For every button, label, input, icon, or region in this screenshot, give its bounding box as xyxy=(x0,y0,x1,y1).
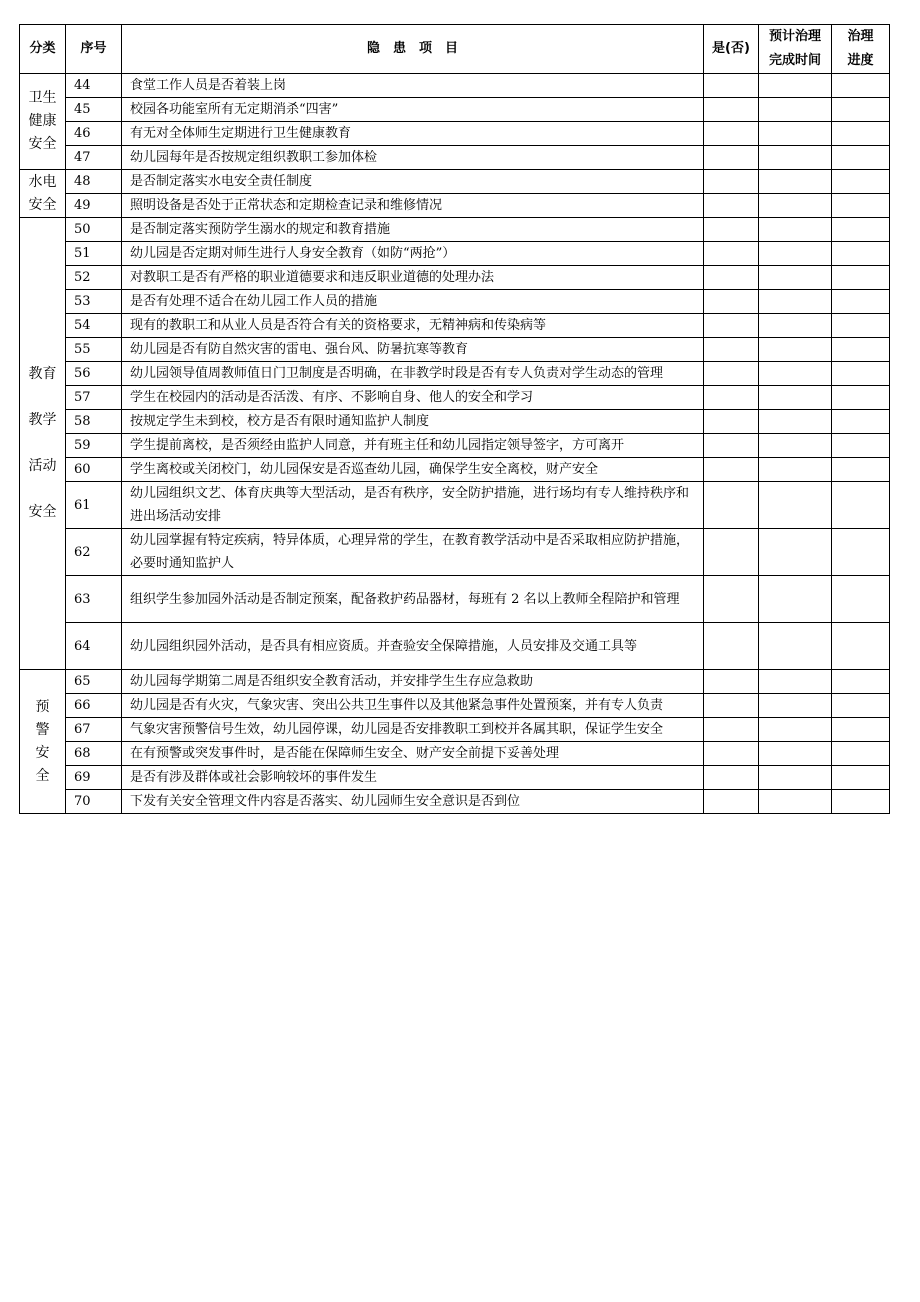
table-row xyxy=(20,458,890,482)
table-row xyxy=(20,623,890,670)
row-number: 60 xyxy=(66,458,122,482)
hazard-item: 学生离校或关闭校门，幼儿园保安是否巡查幼儿园，确保学生安全离校，财产安全 xyxy=(122,458,704,482)
yes-no-cell[interactable] xyxy=(704,74,759,98)
planned-completion-cell[interactable] xyxy=(759,194,832,218)
planned-completion-cell[interactable] xyxy=(759,218,832,242)
category-warning xyxy=(20,670,66,814)
header-item: 隐 患 项 目 xyxy=(122,25,704,74)
planned-completion-cell[interactable] xyxy=(759,242,832,266)
yes-no-cell[interactable] xyxy=(704,482,759,529)
row-number: 58 xyxy=(66,410,122,434)
category-label: 安全 xyxy=(28,504,57,520)
planned-completion-cell[interactable] xyxy=(759,434,832,458)
progress-cell[interactable] xyxy=(832,458,890,482)
table-row xyxy=(20,718,890,742)
yes-no-cell[interactable] xyxy=(704,314,759,338)
header-planned-line1: 预计治理 xyxy=(768,29,821,44)
hazard-item: 下发有关安全管理文件内容是否落实、幼儿园师生安全意识是否到位 xyxy=(122,790,704,814)
hazard-item: 有无对全体师生定期进行卫生健康教育 xyxy=(122,122,704,146)
header-category: 分类 xyxy=(20,25,66,74)
hazard-item: 食堂工作人员是否着装上岗 xyxy=(122,74,704,98)
header-planned-line2: 完成时间 xyxy=(768,53,821,68)
row-number: 67 xyxy=(66,718,122,742)
row-number: 55 xyxy=(66,338,122,362)
hazard-item: 是否制定落实预防学生溺水的规定和教育措施 xyxy=(122,218,704,242)
row-number: 57 xyxy=(66,386,122,410)
row-number: 66 xyxy=(66,694,122,718)
yes-no-cell[interactable] xyxy=(704,386,759,410)
table-row xyxy=(20,694,890,718)
planned-completion-cell[interactable] xyxy=(759,694,832,718)
progress-cell[interactable] xyxy=(832,694,890,718)
hazard-item: 组织学生参加园外活动是否制定预案，配备救护药品器材，每班有 2 名以上教师全程陪护和管理 xyxy=(122,576,704,623)
category-label: 教学 xyxy=(28,412,57,428)
header-yes-no: 是(否) xyxy=(704,25,759,74)
table-row xyxy=(20,290,890,314)
yes-no-cell[interactable] xyxy=(704,146,759,170)
hazard-item: 幼儿园是否定期对师生进行人身安全教育（如防“两抢”） xyxy=(122,242,704,266)
category-label: 活动 xyxy=(28,458,57,474)
planned-completion-cell[interactable] xyxy=(759,146,832,170)
table-row xyxy=(20,170,890,194)
hazard-item: 气象灾害预警信号生效，幼儿园停课，幼儿园是否安排教职工到校并各属其职，保证学生安全 xyxy=(122,718,704,742)
planned-completion-cell[interactable] xyxy=(759,98,832,122)
planned-completion-cell[interactable] xyxy=(759,458,832,482)
header-number: 序号 xyxy=(66,25,122,74)
progress-cell[interactable] xyxy=(832,386,890,410)
planned-completion-cell[interactable] xyxy=(759,314,832,338)
row-number: 47 xyxy=(66,146,122,170)
planned-completion-cell[interactable] xyxy=(759,362,832,386)
row-number: 62 xyxy=(66,529,122,576)
table-row xyxy=(20,242,890,266)
hazard-item: 是否有处理不适合在幼儿园工作人员的措施 xyxy=(122,290,704,314)
hazard-item: 幼儿园是否有防自然灾害的雷电、强台风、防暑抗寒等教育 xyxy=(122,338,704,362)
yes-no-cell[interactable] xyxy=(704,338,759,362)
table-row xyxy=(20,218,890,242)
table-row xyxy=(20,194,890,218)
planned-completion-cell[interactable] xyxy=(759,623,832,670)
yes-no-cell[interactable] xyxy=(704,218,759,242)
row-number: 49 xyxy=(66,194,122,218)
row-number: 56 xyxy=(66,362,122,386)
hazard-item: 学生提前离校，是否须经由监护人同意，并有班主任和幼儿园指定领导签字，方可离开 xyxy=(122,434,704,458)
hazard-checklist xyxy=(19,24,889,814)
planned-completion-cell[interactable] xyxy=(759,290,832,314)
yes-no-cell[interactable] xyxy=(704,766,759,790)
category-teaching xyxy=(20,218,66,670)
row-number: 70 xyxy=(66,790,122,814)
yes-no-cell[interactable] xyxy=(704,670,759,694)
yes-no-cell[interactable] xyxy=(704,694,759,718)
row-number: 68 xyxy=(66,742,122,766)
planned-completion-cell[interactable] xyxy=(759,742,832,766)
table-row xyxy=(20,122,890,146)
progress-cell[interactable] xyxy=(832,74,890,98)
progress-cell[interactable] xyxy=(832,266,890,290)
yes-no-cell[interactable] xyxy=(704,194,759,218)
planned-completion-cell[interactable] xyxy=(759,482,832,529)
row-number: 54 xyxy=(66,314,122,338)
hazard-item: 幼儿园每年是否按规定组织教职工参加体检 xyxy=(122,146,704,170)
progress-cell[interactable] xyxy=(832,576,890,623)
hazard-item: 幼儿园组织园外活动，是否具有相应资质。并查验安全保障措施，人员安排及交通工具等 xyxy=(122,623,704,670)
planned-completion-cell[interactable] xyxy=(759,386,832,410)
hazard-item: 幼儿园掌握有特定疾病，特异体质，心理异常的学生，在教育教学活动中是否采取相应防护措施，必要时通知监护人 xyxy=(122,529,704,576)
hazard-table xyxy=(19,24,890,814)
table-row xyxy=(20,529,890,576)
yes-no-cell[interactable] xyxy=(704,529,759,576)
category-health xyxy=(20,74,66,170)
progress-cell[interactable] xyxy=(832,790,890,814)
row-number: 59 xyxy=(66,434,122,458)
progress-cell[interactable] xyxy=(832,338,890,362)
row-number: 69 xyxy=(66,766,122,790)
table-row xyxy=(20,74,890,98)
yes-no-cell[interactable] xyxy=(704,434,759,458)
progress-cell[interactable] xyxy=(832,98,890,122)
hazard-item: 是否制定落实水电安全责任制度 xyxy=(122,170,704,194)
progress-cell[interactable] xyxy=(832,482,890,529)
category-label: 警 xyxy=(35,721,50,738)
yes-no-cell[interactable] xyxy=(704,362,759,386)
planned-completion-cell[interactable] xyxy=(759,122,832,146)
hazard-item: 幼儿园组织文艺、体育庆典等大型活动，是否有秩序，安全防护措施，进行场均有专人维持秩序和进出场活动安排 xyxy=(122,482,704,529)
progress-cell[interactable] xyxy=(832,170,890,194)
row-number: 45 xyxy=(66,98,122,122)
row-number: 50 xyxy=(66,218,122,242)
hazard-item: 学生在校园内的活动是否活泼、有序、不影响自身、他人的安全和学习 xyxy=(122,386,704,410)
planned-completion-cell[interactable] xyxy=(759,790,832,814)
progress-cell[interactable] xyxy=(832,218,890,242)
planned-completion-cell[interactable] xyxy=(759,766,832,790)
header-planned-completion xyxy=(759,25,832,74)
row-number: 63 xyxy=(66,576,122,623)
planned-completion-cell[interactable] xyxy=(759,529,832,576)
category-label: 卫生 xyxy=(28,90,57,106)
yes-no-cell[interactable] xyxy=(704,170,759,194)
yes-no-cell[interactable] xyxy=(704,718,759,742)
yes-no-cell[interactable] xyxy=(704,742,759,766)
table-row xyxy=(20,146,890,170)
row-number: 64 xyxy=(66,623,122,670)
hazard-item: 照明设备是否处于正常状态和定期检查记录和维修情况 xyxy=(122,194,704,218)
table-row xyxy=(20,362,890,386)
table-row xyxy=(20,434,890,458)
planned-completion-cell[interactable] xyxy=(759,670,832,694)
planned-completion-cell[interactable] xyxy=(759,718,832,742)
category-label: 安全 xyxy=(28,196,57,213)
row-number: 52 xyxy=(66,266,122,290)
row-number: 44 xyxy=(66,74,122,98)
planned-completion-cell[interactable] xyxy=(759,410,832,434)
category-label: 安 xyxy=(35,744,50,761)
hazard-item: 校园各功能室所有无定期消杀“四害” xyxy=(122,98,704,122)
table-row xyxy=(20,386,890,410)
row-number: 48 xyxy=(66,170,122,194)
hazard-item: 幼儿园每学期第二周是否组织安全教育活动，并安排学生生存应急救助 xyxy=(122,670,704,694)
category-label: 全 xyxy=(35,767,50,784)
category-label: 水电 xyxy=(28,173,57,190)
yes-no-cell[interactable] xyxy=(704,410,759,434)
category-label: 健康 xyxy=(28,113,57,129)
category-label: 预 xyxy=(35,698,50,715)
yes-no-cell[interactable] xyxy=(704,290,759,314)
row-number: 61 xyxy=(66,482,122,529)
progress-cell[interactable] xyxy=(832,670,890,694)
yes-no-cell[interactable] xyxy=(704,576,759,623)
yes-no-cell[interactable] xyxy=(704,122,759,146)
yes-no-cell[interactable] xyxy=(704,98,759,122)
table-row xyxy=(20,576,890,623)
planned-completion-cell[interactable] xyxy=(759,576,832,623)
table-row xyxy=(20,314,890,338)
yes-no-cell[interactable] xyxy=(704,458,759,482)
yes-no-cell[interactable] xyxy=(704,790,759,814)
progress-cell[interactable] xyxy=(832,314,890,338)
table-row xyxy=(20,482,890,529)
progress-cell[interactable] xyxy=(832,766,890,790)
row-number: 46 xyxy=(66,122,122,146)
progress-cell[interactable] xyxy=(832,718,890,742)
planned-completion-cell[interactable] xyxy=(759,338,832,362)
category-water xyxy=(20,170,66,218)
planned-completion-cell[interactable] xyxy=(759,266,832,290)
planned-completion-cell[interactable] xyxy=(759,74,832,98)
progress-cell[interactable] xyxy=(832,623,890,670)
progress-cell[interactable] xyxy=(832,194,890,218)
table-row xyxy=(20,98,890,122)
progress-cell[interactable] xyxy=(832,410,890,434)
row-number: 51 xyxy=(66,242,122,266)
header-progress xyxy=(832,25,890,74)
hazard-item: 对教职工是否有严格的职业道德要求和违反职业道德的处理办法 xyxy=(122,266,704,290)
hazard-item: 现有的教职工和从业人员是否符合有关的资格要求，无精神病和传染病等 xyxy=(122,314,704,338)
table-row xyxy=(20,766,890,790)
row-number: 65 xyxy=(66,670,122,694)
yes-no-cell[interactable] xyxy=(704,623,759,670)
table-row xyxy=(20,266,890,290)
hazard-item: 按规定学生未到校，校方是否有限时通知监护人制度 xyxy=(122,410,704,434)
header-progress-line1: 治理 xyxy=(847,29,874,44)
progress-cell[interactable] xyxy=(832,146,890,170)
yes-no-cell[interactable] xyxy=(704,242,759,266)
yes-no-cell[interactable] xyxy=(704,266,759,290)
progress-cell[interactable] xyxy=(832,529,890,576)
hazard-item: 幼儿园是否有火灾，气象灾害、突出公共卫生事件以及其他紧急事件处置预案，并有专人负责 xyxy=(122,694,704,718)
header-progress-line2: 进度 xyxy=(847,53,874,68)
table-row xyxy=(20,338,890,362)
hazard-item: 是否有涉及群体或社会影响较坏的事件发生 xyxy=(122,766,704,790)
header-row xyxy=(20,25,890,74)
table-row xyxy=(20,410,890,434)
category-label: 教育 xyxy=(28,366,57,382)
progress-cell[interactable] xyxy=(832,434,890,458)
table-row xyxy=(20,670,890,694)
hazard-item: 幼儿园领导值周教师值日门卫制度是否明确，在非教学时段是否有专人负责对学生动态的管理 xyxy=(122,362,704,386)
table-row xyxy=(20,742,890,766)
progress-cell[interactable] xyxy=(832,362,890,386)
planned-completion-cell[interactable] xyxy=(759,170,832,194)
progress-cell[interactable] xyxy=(832,290,890,314)
progress-cell[interactable] xyxy=(832,242,890,266)
table-row xyxy=(20,790,890,814)
hazard-item: 在有预警或突发事件时，是否能在保障师生安全、财产安全前提下妥善处理 xyxy=(122,742,704,766)
progress-cell[interactable] xyxy=(832,742,890,766)
row-number: 53 xyxy=(66,290,122,314)
progress-cell[interactable] xyxy=(832,122,890,146)
category-label: 安全 xyxy=(28,136,57,152)
